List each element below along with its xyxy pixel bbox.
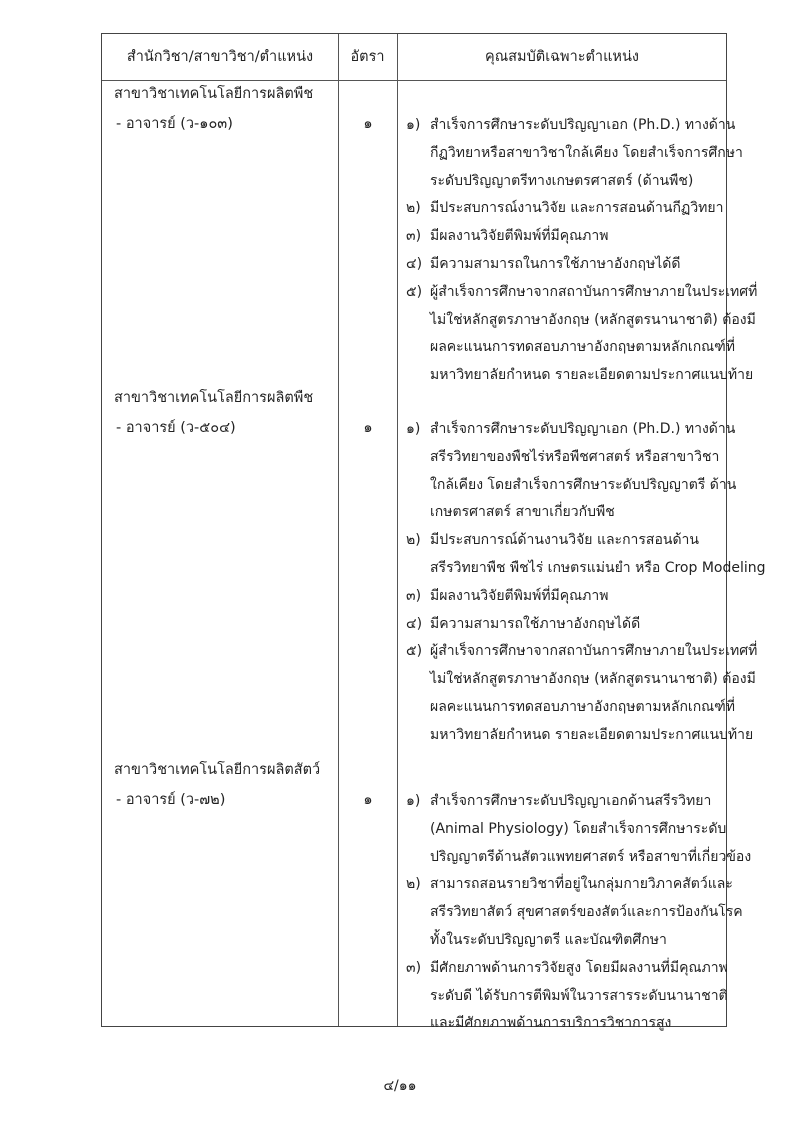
requirements-list: [406, 112, 758, 390]
requirement-line: มีประสบการณ์งานวิจัย และการสอนด้านกีฏวิทยา: [430, 200, 724, 217]
requirement-item: [406, 223, 722, 251]
section-title: สาขาวิชาเทคโนโลยีการผลิตพืช: [114, 390, 314, 406]
requirement-line: ใกล้เคียง โดยสำเร็จการศึกษาระดับปริญญาตรี ด้าน: [430, 476, 737, 493]
requirement-line: ระดับปริญญาตรีทางเกษตรศาสตร์ (ด้านพืช): [430, 172, 694, 189]
requirement-item: [406, 611, 722, 639]
requirement-item: [406, 583, 722, 611]
position-rate: ๑: [363, 420, 373, 436]
requirement-line: ระดับดี ได้รับการตีพิมพ์ในวารสารระดับนานาชาติ: [430, 987, 728, 1004]
section-title: สาขาวิชาเทคโนโลยีการผลิตสัตว์: [114, 762, 321, 778]
requirement-item: [406, 251, 722, 279]
requirement-line: ผู้สำเร็จการศึกษาจากสถาบันการศึกษาภายในประเทศที่: [430, 643, 758, 660]
section-title: สาขาวิชาเทคโนโลยีการผลิตพืช: [114, 86, 314, 102]
requirement-line: สำเร็จการศึกษาระดับปริญญาเอก (Ph.D.) ทางด้าน: [430, 117, 736, 133]
requirement-line: และมีศักยภาพด้านการบริการวิชาการสูง: [430, 1015, 672, 1032]
requirement-line: มีความสามารถในการใช้ภาษาอังกฤษได้ดี: [430, 255, 681, 272]
requirement-number: ๑): [406, 793, 421, 809]
requirement-line: เกษตรศาสตร์ สาขาเกี่ยวกับพืช: [430, 504, 615, 521]
header-qualifications: คุณสมบัติเฉพาะตำแหน่ง: [485, 49, 639, 65]
requirement-line: ผู้สำเร็จการศึกษาจากสถาบันการศึกษาภายในประเทศที่: [430, 283, 758, 300]
requirement-line: มีผลงานวิจัยตีพิมพ์ที่มีคุณภาพ: [430, 587, 609, 604]
requirement-line: กีฏวิทยาหรือสาขาวิชาใกล้เคียง โดยสำเร็จการศึกษา: [430, 144, 743, 161]
requirement-line: สรีรวิทยาสัตว์ สุขศาสตร์ของสัตว์และการป้องกันโรค: [430, 904, 743, 921]
requirement-number: ๕): [406, 283, 423, 300]
requirement-number: ๓): [406, 228, 422, 245]
requirement-number: ๕): [406, 643, 423, 660]
requirement-line: ปริญญาตรีด้านสัตวแพทยศาสตร์ หรือสาขาที่เกี่ยวข้อง: [430, 848, 752, 865]
requirement-line: สามารถสอนรายวิชาที่อยู่ในกลุ่มกายวิภาคสัตว์และ: [430, 876, 733, 893]
position-label: - อาจารย์ (ว-๗๒): [116, 792, 226, 808]
requirement-item: [406, 112, 743, 195]
requirement-item: [406, 195, 722, 223]
requirement-line: สรีรวิทยาของพืชไร่หรือพืชศาสตร์ หรือสาขาวิชา: [430, 448, 720, 465]
requirement-number: ๔): [406, 255, 423, 272]
position-label: - อาจารย์ (ว-๑๐๓): [116, 116, 233, 132]
requirement-line: มหาวิทยาลัยกำหนด รายละเอียดตามประกาศแนบท้าย: [430, 726, 754, 743]
requirement-line: มหาวิทยาลัยกำหนด รายละเอียดตามประกาศแนบท้าย: [430, 367, 754, 384]
requirement-line: ผลคะแนนการทดสอบภาษาอังกฤษตามหลักเกณฑ์ที่: [430, 698, 736, 715]
requirement-line: สรีรวิทยาพืช พืชไร่ เกษตรแม่นยำ หรือ Crop Modeling: [430, 559, 766, 576]
requirement-number: ๒): [406, 876, 421, 893]
header-department: สำนักวิชา/สาขาวิชา/ตำแหน่ง: [126, 49, 314, 65]
requirement-line: สำเร็จการศึกษาระดับปริญญาเอกด้านสรีรวิทยา: [430, 793, 712, 809]
requirement-line: ผลคะแนนการทดสอบภาษาอังกฤษตามหลักเกณฑ์ที่: [430, 339, 736, 356]
column-divider: [397, 34, 398, 1026]
page-number: ๔/๑๑: [383, 1078, 417, 1094]
position-rate: ๑: [363, 792, 373, 808]
requirement-line: ไม่ใช่หลักสูตรภาษาอังกฤษ (หลักสูตรนานาชาติ) ต้องมี: [430, 311, 756, 328]
requirement-item: [406, 788, 752, 871]
requirement-line: ไม่ใช่หลักสูตรภาษาอังกฤษ (หลักสูตรนานาชาติ) ต้องมี: [430, 671, 756, 688]
requirement-line: มีผลงานวิจัยตีพิมพ์ที่มีคุณภาพ: [430, 228, 609, 245]
requirement-line: ทั้งในระดับปริญญาตรี และบัณฑิตศึกษา: [430, 931, 667, 948]
position-label: - อาจารย์ (ว-๕๐๔): [116, 420, 236, 436]
requirement-number: ๓): [406, 587, 422, 604]
requirement-line: มีศักยภาพด้านการวิจัยสูง โดยมีผลงานที่มีคุณภาพ: [430, 959, 728, 976]
header-divider: [102, 80, 726, 81]
requirement-item: [406, 638, 758, 749]
requirements-list: [406, 416, 766, 750]
qualifications-table: [101, 33, 766, 1032]
header-rate: อัตรา: [350, 49, 385, 65]
requirement-number: ๔): [406, 615, 423, 632]
position-rate: ๑: [363, 116, 373, 132]
requirement-number: ๑): [406, 421, 421, 437]
requirement-line: (Animal Physiology) โดยสำเร็จการศึกษาระดับ: [430, 820, 727, 837]
requirement-item: [406, 527, 766, 583]
requirement-item: [406, 955, 728, 1038]
column-divider: [338, 34, 339, 1026]
requirement-item: [406, 871, 743, 954]
requirement-number: ๑): [406, 117, 421, 133]
requirement-line: สำเร็จการศึกษาระดับปริญญาเอก (Ph.D.) ทางด้าน: [430, 421, 736, 437]
requirements-list: [406, 788, 752, 1038]
requirement-line: มีประสบการณ์ด้านงานวิจัย และการสอนด้าน: [430, 532, 699, 549]
requirement-number: ๒): [406, 200, 421, 217]
requirement-item: [406, 416, 737, 527]
requirement-number: ๒): [406, 532, 421, 549]
requirement-item: [406, 279, 758, 390]
requirement-number: ๓): [406, 959, 422, 976]
requirement-line: มีความสามารถใช้ภาษาอังกฤษได้ดี: [430, 615, 641, 632]
